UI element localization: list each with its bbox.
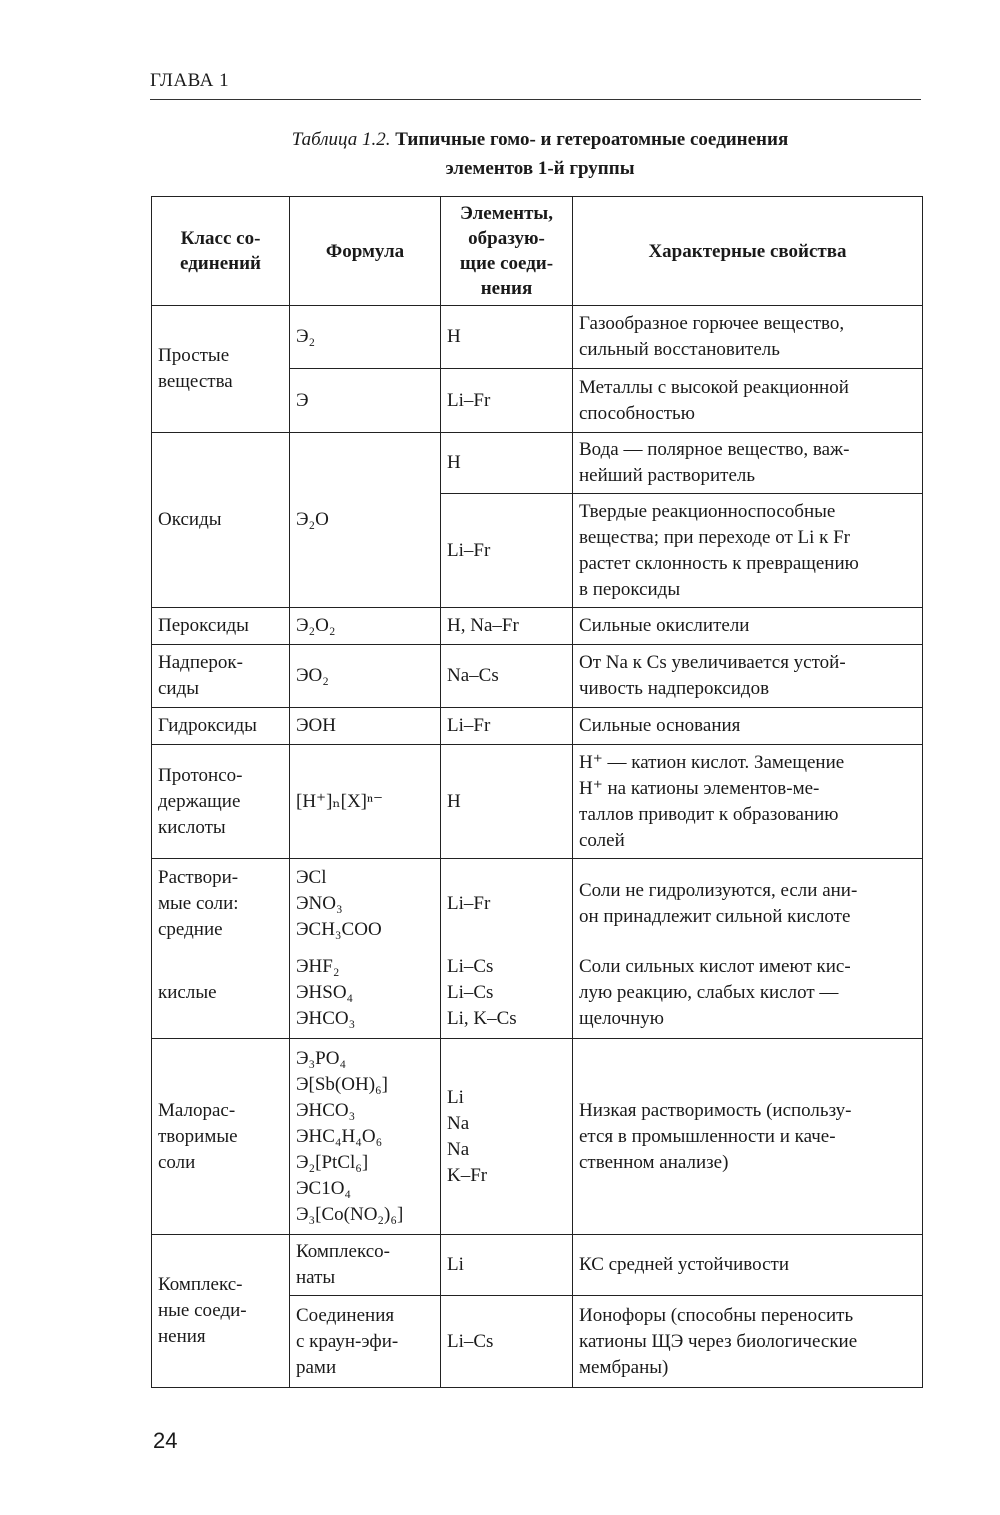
formula-cell: ЭHF₂ ЭHSO₄ ЭHCO₃ [290,949,441,1039]
properties-cell: Вода — полярное вещество, важ- нейший растворитель [573,433,923,494]
table-caption [150,125,930,183]
table-row [152,1039,923,1235]
properties-cell: Низкая растворимость (использу- ется в промышленности и каче- ственном анализе) [573,1039,923,1235]
elements-cell: Li–Fr [441,369,573,433]
caption-label: Таблица 1.2. [291,129,391,150]
properties-cell: От Na к Cs увеличивается устой- чивость надпероксидов [573,645,923,708]
formula-cell: ЭO₂ [290,645,441,708]
formula-cell: ЭCl ЭNO₃ ЭCH₃COO [290,859,441,949]
table-header-row [152,197,923,306]
page-number: 24 [153,1428,178,1453]
class-cell: кислые [152,949,290,1039]
class-cell: Малорас- творимые соли [152,1039,290,1235]
properties-cell: H⁺ — катион кислот. Замещение H⁺ на катионы элементов-ме- таллов приводит к образованию солей [573,745,923,859]
class-cell: Раствори- мые соли: средние [152,859,290,949]
elements-cell: H [441,745,573,859]
elements-cell: Li–Cs Li–Cs Li, K–Cs [441,949,573,1039]
properties-cell: Сильные окислители [573,608,923,645]
properties-cell: Твердые реакционноспособные вещества; при переходе от Li к Fr растет склонность к превращению в пероксиды [573,494,923,608]
formula-cell: Э₂O₂ [290,608,441,645]
formula-cell: Э₂ [290,306,441,369]
class-cell: Оксиды [152,433,290,608]
properties-cell: КС средней устойчивости [573,1235,923,1296]
column-header-class: Класс со- единений [152,197,290,306]
elements-cell: Na–Cs [441,645,573,708]
class-cell: Комплекс- ные соеди- нения [152,1235,290,1388]
properties-cell: Соли не гидролизуются, если ани- он принадлежит сильной кислоте [573,859,923,949]
table-row [152,608,923,645]
properties-cell: Металлы с высокой реакционной способностью [573,369,923,433]
table-row [152,433,923,494]
elements-cell: Li–Fr [441,708,573,745]
elements-cell: Li–Cs [441,1296,573,1388]
elements-cell: Li [441,1235,573,1296]
caption-title-line2: элементов 1-й группы [445,158,635,179]
table-row [152,949,923,1039]
elements-cell: Li–Fr [441,859,573,949]
properties-cell: Газообразное горючее вещество, сильный восстановитель [573,306,923,369]
class-cell: Надперок- сиды [152,645,290,708]
properties-cell: Соли сильных кислот имеют кис- лую реакцию, слабых кислот — щелочную [573,949,923,1039]
running-head: ГЛАВА 1 [150,70,230,91]
elements-cell: H [441,433,573,494]
header-rule [150,99,921,100]
elements-cell: Li–Fr [441,494,573,608]
compounds-table [151,196,923,1388]
elements-cell: H, Na–Fr [441,608,573,645]
formula-cell: [H⁺]ₙ[X]ⁿ⁻ [290,745,441,859]
class-cell: Пероксиды [152,608,290,645]
table-row [152,306,923,369]
class-cell: Гидроксиды [152,708,290,745]
column-header-formula: Формула [290,197,441,306]
formula-cell: ЭOH [290,708,441,745]
table-row [152,745,923,859]
table-row [152,1235,923,1296]
properties-cell: Ионофоры (способны переносить катионы ЩЭ через биологические мембраны) [573,1296,923,1388]
column-header-properties: Характерные свойства [573,197,923,306]
class-cell: Протонсо- держащие кислоты [152,745,290,859]
class-cell: Простые вещества [152,306,290,433]
formula-cell: Э₃PO₄ Э[Sb(OH)₆] ЭHCO₃ ЭHC₄H₄O₆ Э₂[PtCl₆] ЭC1O₄ Э₃[Co(NO₂)₆] [290,1039,441,1235]
formula-cell: Соединения с краун-эфи- рами [290,1296,441,1388]
formula-cell: Э₂O [290,433,441,608]
elements-cell: Li Na Na K–Fr [441,1039,573,1235]
table-row [152,645,923,708]
elements-cell: H [441,306,573,369]
caption-title-line1: Типичные гомо- и гетероатомные соединения [395,129,789,150]
column-header-elements: Элементы, образую- щие соеди- нения [441,197,573,306]
table-row [152,859,923,949]
properties-cell: Сильные основания [573,708,923,745]
formula-cell: Комплексо- наты [290,1235,441,1296]
formula-cell: Э [290,369,441,433]
table-row [152,708,923,745]
